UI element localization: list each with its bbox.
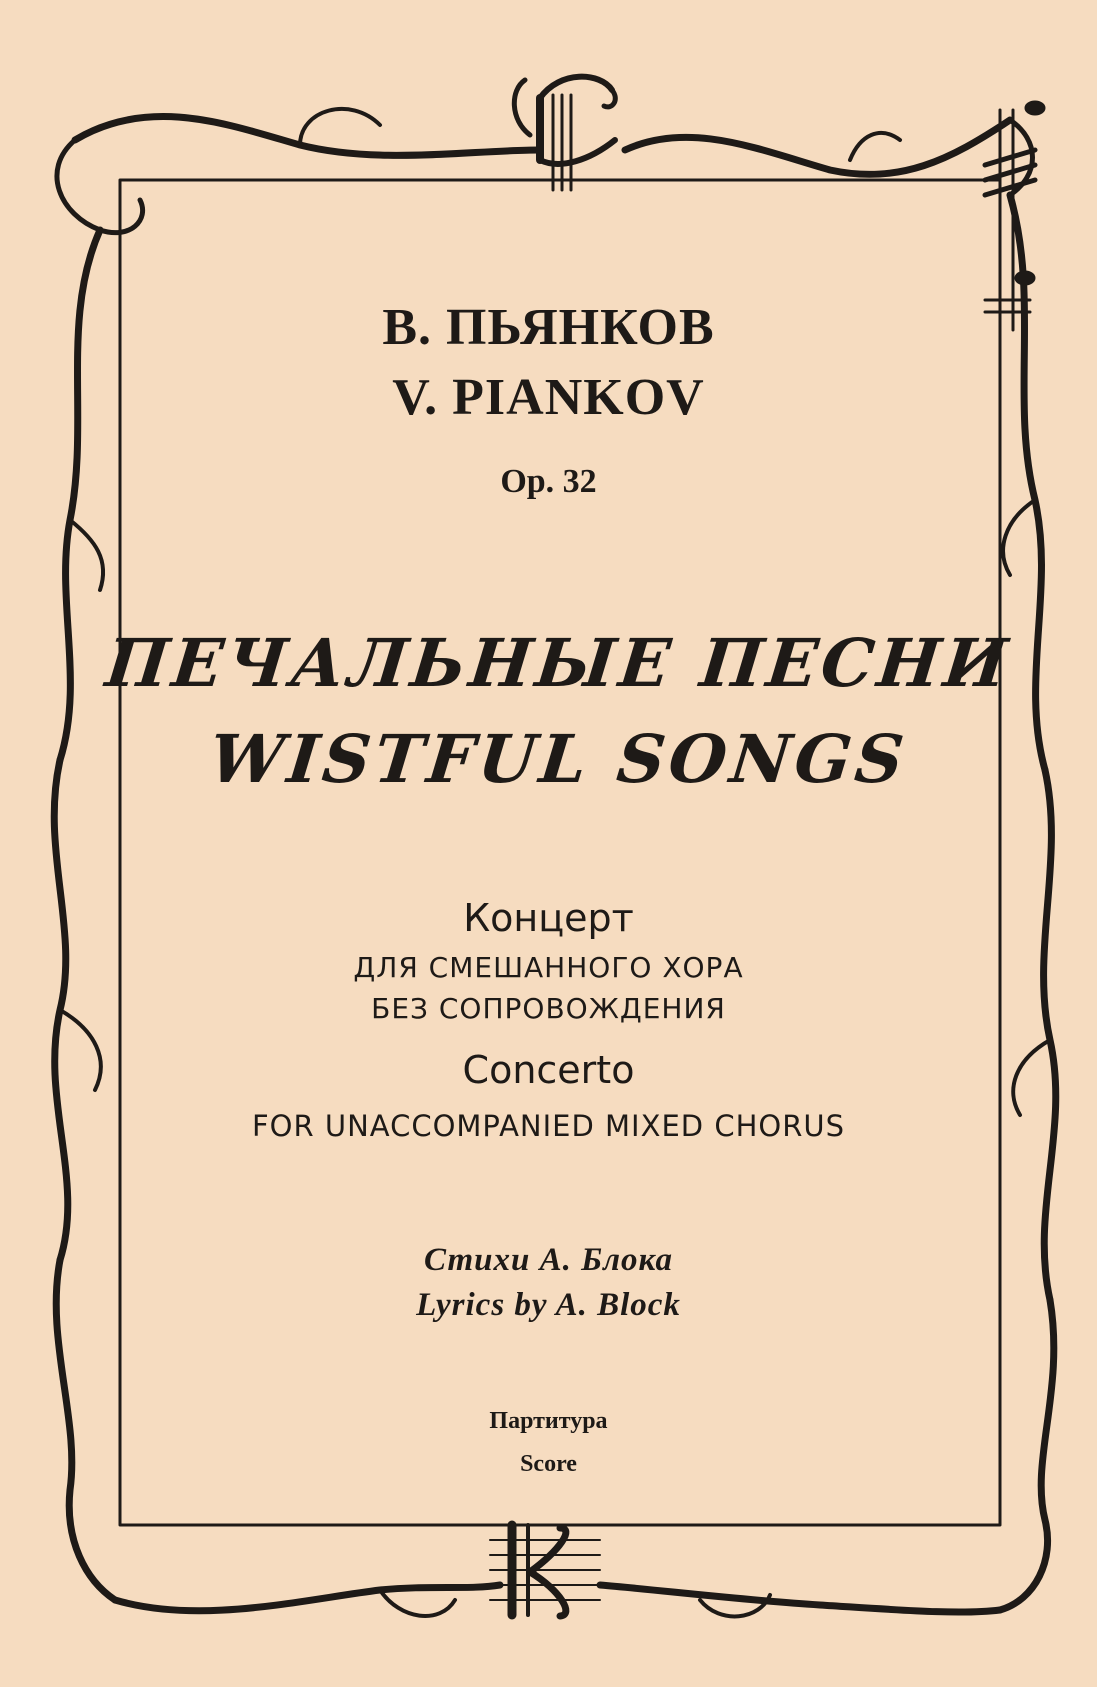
- opus-number: Op. 32: [500, 463, 597, 500]
- publisher-logo-icon: [490, 1525, 600, 1616]
- lyrics-credit-ru: Стихи А. Блока: [424, 1242, 673, 1278]
- score-label-ru: Партитура: [489, 1408, 608, 1434]
- lyrics-credit-en: Lyrics by A. Block: [416, 1287, 681, 1323]
- score-label-en: Score: [520, 1451, 577, 1477]
- composer-name-ru: В. ПЬЯНКОВ: [382, 299, 715, 356]
- description-ru-line-2: БЕЗ СОПРОВОЖДЕНИЯ: [371, 992, 726, 1025]
- title-ru: ПЕЧАЛЬНЫЕ ПЕСНИ: [102, 624, 1015, 702]
- title-en: WISTFUL SONGS: [205, 720, 912, 798]
- composer-name-en: V. PIANKOV: [392, 369, 705, 426]
- description-en: FOR UNACCOMPANIED MIXED CHORUS: [251, 1109, 846, 1143]
- description-ru-line-1: ДЛЯ СМЕШАННОГО ХОРА: [353, 951, 744, 984]
- lyre-logo-icon: [514, 77, 615, 190]
- genre-ru: Концерт: [463, 896, 634, 940]
- genre-en: Concerto: [462, 1048, 635, 1092]
